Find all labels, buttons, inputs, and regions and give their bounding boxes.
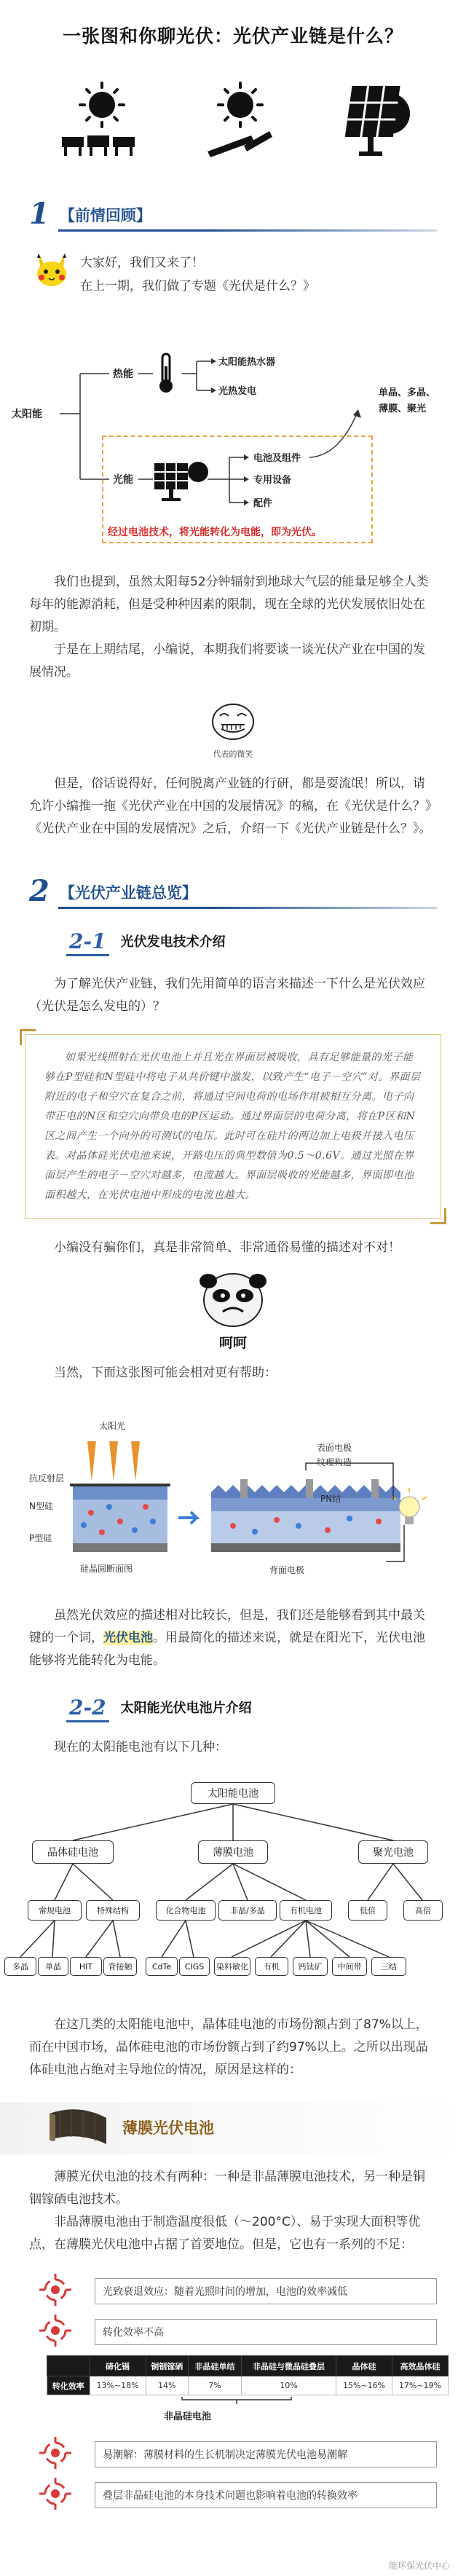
efficiency-value: 10% — [241, 2376, 336, 2395]
efficiency-value-row — [47, 2376, 449, 2395]
tree-l3-item: 单晶 — [38, 1957, 68, 1976]
tree-l2-high: 高倍 — [403, 1900, 443, 1921]
label-ntype: N型硅 — [29, 1501, 53, 1511]
hero-icons — [0, 64, 466, 173]
label-sunlight: 太阳光 — [99, 1421, 126, 1431]
diagram-thermal-item-2: 光热发电 — [218, 386, 257, 397]
tree-l3-item: CdTe — [146, 1957, 178, 1976]
paragraph-10: 薄膜光伏电池的技术有两种：一种是非晶薄膜电池技术，另一种是铜铟镓硒电池技术。 — [29, 2170, 425, 2207]
watermark: 能环保光伏中心 — [388, 2561, 450, 2571]
tree-l3-item: 中间带 — [332, 1957, 367, 1976]
issue-item — [29, 2269, 437, 2310]
efficiency-header-cell: 高效晶体硅 — [392, 2356, 449, 2376]
issue-item — [29, 2473, 437, 2514]
efficiency-value: 14% — [146, 2376, 189, 2395]
diagram-pv-item-1: 电池及组件 — [253, 453, 301, 464]
label-antireflect: 抗反射层 — [29, 1473, 65, 1484]
target-icon — [38, 2435, 73, 2470]
paragraph-4: 为了解光伏产业链，我们先用简单的语言来描述一下什么是光伏效应（光伏是怎么发电的）？ — [29, 977, 425, 1014]
paragraph-7 — [29, 1604, 437, 1672]
paragraph-11: 非晶薄膜电池由于制造温度很低（～200°C）、易于实现大面积等优点，在薄膜光伏电池中占据了首要地位。但是，它也有一系列的不足： — [29, 2215, 421, 2252]
amorphous-brace-label: 非晶硅电池 — [164, 2411, 212, 2422]
smile-face-figure — [0, 700, 466, 760]
target-icon — [38, 2272, 73, 2307]
diagram-note: 经过电池技术，将光能转化为电能，即为光伏。 — [108, 527, 322, 538]
greeting-line-2: 在上一期，我们做了专题《光伏是什么？》 — [80, 279, 315, 294]
greeting-block — [0, 248, 466, 320]
diagram-pv: 光能 — [113, 474, 133, 486]
issue-text: 光致衰退效应：随着光照时间的增加，电池的效率减低 — [95, 2278, 437, 2304]
tree-l3-item: CIGS — [179, 1957, 210, 1976]
diagram-materials-2: 薄膜、聚光 — [379, 403, 427, 414]
efficiency-row-label: 转化效率 — [47, 2376, 90, 2395]
tree-l2-conventional: 常规电池 — [28, 1900, 82, 1921]
paragraph-5: 小编没有骗你们，真是非常简单、非常通俗易懂的描述对不对！ — [54, 1240, 400, 1255]
thin-film-issues — [0, 2269, 466, 2351]
paragraph-2: 于是在上期结尾，小编说，本期我们将要谈一谈光伏产业在中国的发展情况。 — [29, 642, 425, 680]
efficiency-table — [47, 2355, 449, 2395]
meme-caption: 呵呵 — [218, 1335, 247, 1351]
tree-l2-organic: 有机电池 — [280, 1900, 332, 1921]
thin-film-header — [0, 2102, 466, 2154]
efficiency-header-cell: 晶体硅 — [336, 2356, 392, 2376]
target-icon — [38, 2313, 73, 2348]
section-1-header — [29, 192, 466, 229]
article-title: 一张图和你聊光伏：光伏产业链是什么？ — [62, 25, 403, 47]
pv-effect-quote-text: 如果光线照射在光伏电池上并且光在界面层被吸收，具有足够能量的光子能够在P型硅和N型硅中将电子从共价键中激发，以致产生“电子－空穴”对。界面层附近的电子和空穴在复合之前，将通过空间电荷的电场作用被相互分离。电子向带正电的N区和空穴向带负电的P区运动。通过界面层的电荷分离，将在P区和N区之间产生一个向外的可测试的电压。此时可在硅片的两边加上电极并接入电压表。对晶体硅光伏电池来说，开路电压的典型数值为0.5～0.6V。通过光照在界面层产生的电子－空穴对越多，电流越大。界面层吸收的光能越多，界面即电池面积越大，在光伏电池中形成的电流也越大。 — [44, 1052, 421, 1201]
subsection-2-2-title: 太阳能光伏电池片介绍 — [120, 1701, 252, 1716]
tree-l1-concentrator: 聚光电池 — [358, 1840, 428, 1864]
label-back-electrode: 背面电极 — [269, 1565, 305, 1575]
amorphous-brace — [0, 2395, 466, 2404]
subsection-2-1-header — [69, 926, 466, 956]
label-texture: 纹理构造 — [317, 1457, 352, 1468]
tree-l3-item: 有机 — [255, 1957, 288, 1976]
efficiency-header-cell: 非晶硅单结 — [189, 2356, 242, 2376]
solar-panel-icon — [324, 79, 419, 159]
efficiency-value: 15%~16% — [336, 2376, 392, 2395]
tree-l3-item: 染料敏化 — [214, 1957, 250, 1976]
tree-l3-item: 三结 — [371, 1957, 406, 1976]
subsection-2-2-header — [69, 1693, 466, 1722]
tree-l3-item: 多晶 — [4, 1957, 36, 1976]
panda-meme-icon — [198, 1271, 268, 1329]
label-pn: PN结 — [320, 1494, 341, 1504]
efficiency-header-row — [47, 2356, 449, 2376]
section-2-header — [29, 870, 466, 906]
smile-face-icon — [210, 700, 256, 744]
diagram-pv-item-2: 专用设备 — [253, 475, 292, 486]
section-2-title: 【光伏产业链总览】 — [59, 884, 197, 902]
tree-root: 太阳能电池 — [191, 1782, 275, 1804]
thin-film-issues-2 — [0, 2433, 466, 2514]
solar-cell-illustration — [29, 1398, 437, 1587]
target-icon — [38, 2476, 73, 2511]
efficiency-value: 13%~18% — [90, 2376, 146, 2395]
label-ptype: P型硅 — [29, 1533, 52, 1543]
label-caption: 硅晶圆断面图 — [80, 1564, 133, 1574]
diagram-root: 太阳能 — [12, 409, 42, 420]
paragraph-7-a: 虽然光伏效应的描述相对比较长，但是，我们还是能够看到其中最关键的一个词， — [29, 1608, 425, 1645]
tree-l2-amorphous: 非晶/多晶 — [218, 1900, 277, 1921]
solar-cell-type-tree — [0, 1775, 466, 2001]
efficiency-header-cell: 铜铟镓硒 — [146, 2356, 189, 2376]
tree-l3-item: 背接触 — [103, 1957, 137, 1976]
thin-film-label: 薄膜光伏电池 — [122, 2119, 214, 2137]
section-1-title: 【前情回顾】 — [59, 207, 151, 224]
thermometer-icon — [159, 354, 173, 393]
sun-collector-icon — [200, 79, 280, 159]
diagram-materials-1: 单晶、多晶、 — [379, 387, 436, 398]
label-surface-electrode: 表面电极 — [317, 1443, 352, 1453]
tree-l3-item: 钙钛矿 — [293, 1957, 328, 1976]
issue-text: 转化效率不高 — [95, 2319, 437, 2345]
paragraph-7-highlight: 光伏电池 — [103, 1631, 153, 1645]
paragraph-7-b: 。用最简化的描述来说，就是在阳光下，光伏电池能够将光能转化为电能。 — [29, 1631, 425, 1668]
efficiency-header-cell: 碲化镉 — [90, 2356, 146, 2376]
solar-cell-figure — [29, 1398, 437, 1587]
subsection-2-2-number: 2-2 — [69, 1695, 106, 1720]
issue-item — [29, 2310, 437, 2351]
meme-figure — [0, 1271, 466, 1352]
efficiency-value: 7% — [189, 2376, 242, 2395]
efficiency-value: 17%~19% — [392, 2376, 449, 2395]
efficiency-header-cell — [47, 2356, 90, 2376]
diagram-thermal: 热能 — [113, 369, 133, 380]
tree-l1-crystalline: 晶体硅电池 — [32, 1840, 114, 1864]
paragraph-3: 但是，俗话说得好，任何脱离产业链的行研，都是耍流氓！所以，请允许小编推一拖《光伏产业在中国的发展情况》的稿，在《光伏是什么？》《光伏产业在中国的发展情况》之后，介绍一下《光伏产业链是什么？》。 — [29, 776, 432, 836]
greeting-line-1: 大家好，我们又来了！ — [80, 256, 204, 270]
tree-l1-thinfilm: 薄膜电池 — [198, 1840, 268, 1864]
section-1-number: 1 — [29, 197, 50, 231]
subsection-2-1-number: 2-1 — [69, 929, 106, 953]
efficiency-header-cell: 非晶硅与微晶硅叠层 — [241, 2356, 336, 2376]
section-2-number: 2 — [29, 874, 50, 908]
paragraph-1: 我们也提到，虽然太阳每52分钟辐射到地球大气层的能量足够全人类每年的能源消耗，但是受种种因素的限制，现在全球的光伏发展依旧处在初期。 — [29, 575, 429, 634]
issue-text: 叠层非晶硅电池的本身技术问题也影响着电池的转换效率 — [95, 2482, 437, 2508]
paragraph-8: 现在的太阳能电池有以下几种： — [54, 1740, 227, 1754]
tree-l2-compound: 化合物电池 — [156, 1900, 216, 1921]
tree-l2-low: 低倍 — [348, 1900, 387, 1921]
pikachu-icon — [33, 251, 71, 288]
paragraph-9: 在这几类的太阳能电池中，晶体硅电池的市场份额占到了87%以上，而在中国市场，晶体硅电池的市场份额占到了约97%以上。之所以出现晶体硅电池占绝对主导地位的情况，原因是这样的： — [29, 2017, 428, 2077]
diagram-pv-item-3: 配件 — [253, 498, 273, 509]
issue-text: 易潮解：薄膜材料的生长机制决定薄膜光伏电池易潮解 — [95, 2441, 437, 2467]
subsection-2-1-title: 光伏发电技术介绍 — [120, 934, 226, 950]
thin-film-icon — [45, 2106, 111, 2150]
sun-heat-icon — [47, 79, 157, 159]
paragraph-6: 当然，下面这张图可能会相对更有帮助： — [54, 1366, 277, 1380]
diagram-thermal-item-1: 太阳能热水器 — [218, 357, 276, 368]
smile-face-caption: 代表的微笑 — [213, 749, 253, 759]
solar-energy-diagram — [0, 334, 466, 552]
pv-effect-quote — [25, 1034, 441, 1219]
tree-l3-item: HIT — [70, 1957, 102, 1976]
tree-l2-special: 特殊结构 — [86, 1900, 140, 1921]
issue-item — [29, 2433, 437, 2473]
